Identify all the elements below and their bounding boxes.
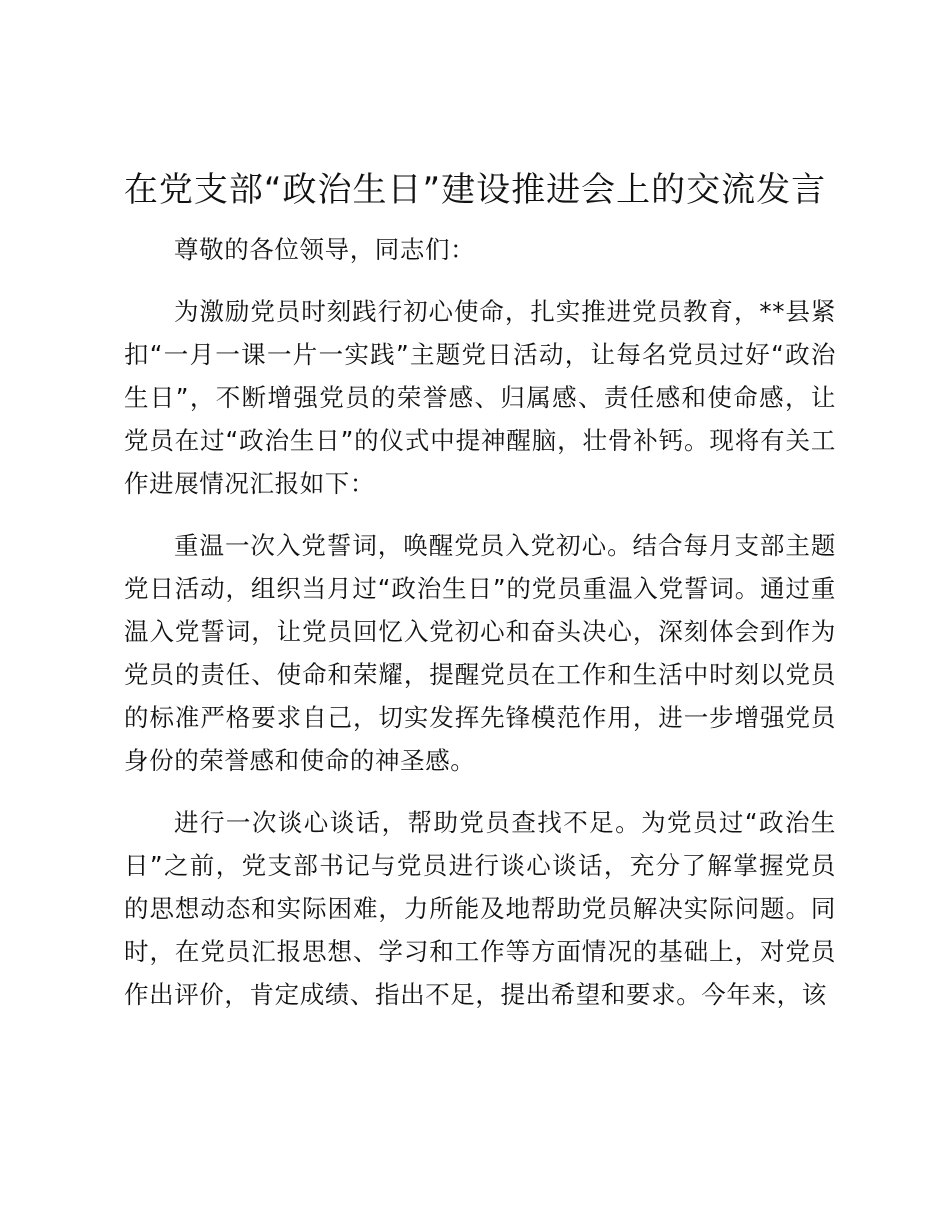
paragraph-talk: 进行一次谈心谈话，帮助党员查找不足。为党员过“政治生日”之前，党支部书记与党员进行谈心谈话，充分了解掌握党员的思想动态和实际困难，力所能及地帮助党员解决实际问题。同时，在党员汇报思想、学习和工作等方面情况的基础上，对党员作出评价，肯定成绩、指出不足，提出希望和要求。今年来，该 — [124, 808, 836, 1009]
paragraph-intro: 为激励党员时刻践行初心使命，扎实推进党员教育，**县紧扣“一月一课一片一实践”主题党日活动，让每名党员过好“政治生日”，不断增强党员的荣誉感、归属感、责任感和使命感，让党员在过“政治生日”的仪式中提神醒脑，壮骨补钙。现将有关工作进展情况汇报如下： — [124, 297, 836, 498]
document-title: 在党支部“政治生日”建设推进会上的交流发言 — [123, 170, 827, 210]
salutation: 尊敬的各位领导，同志们： — [174, 235, 476, 264]
document-body — [124, 228, 836, 1016]
paragraph-oath: 重温一次入党誓词，唤醒党员入党初心。结合每月支部主题党日活动，组织当月过“政治生日”的党员重温入党誓词。通过重温入党誓词，让党员回忆入党初心和奋头决心，深刻体会到作为党员的责任、使命和荣耀，提醒党员在工作和生活中时刻以党员的标准严格要求自己，切实发挥先锋模范作用，进一步增强党员身份的荣誉感和使命的神圣感。 — [124, 531, 836, 775]
